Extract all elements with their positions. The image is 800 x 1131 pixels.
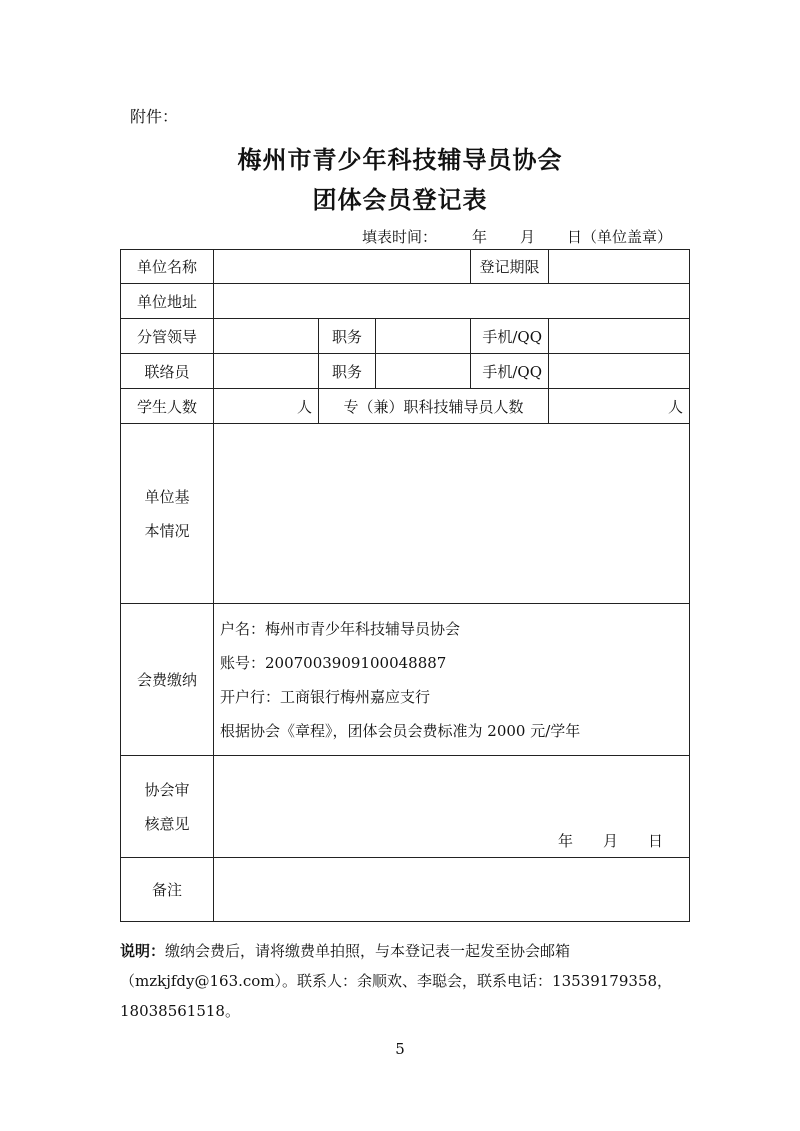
basic-info-label-line2: 本情况 (144, 521, 190, 540)
tutors-unit: 人 (668, 397, 684, 416)
review-date: 年 月 日 (558, 832, 664, 850)
fill-date-day: 日（单位盖章） (567, 228, 673, 246)
contact-phone-label: 手机/QQ (471, 354, 549, 389)
row-contact (121, 354, 690, 389)
contact-phone-field[interactable] (549, 354, 690, 389)
contact-field[interactable] (214, 354, 319, 389)
fill-date-label: 填表时间： (362, 228, 438, 246)
tutors-field[interactable] (549, 389, 690, 424)
tutors-label: 专（兼）职科技辅导员人数 (319, 389, 549, 424)
row-remarks (121, 858, 690, 922)
students-unit: 人 (296, 397, 312, 416)
leader-position-field[interactable] (376, 319, 471, 354)
unit-name-field[interactable] (214, 250, 471, 284)
document-subtitle: 团体会员登记表 (312, 185, 488, 214)
reg-period-label: 登记期限 (471, 250, 549, 284)
unit-name-label: 单位名称 (121, 250, 214, 284)
attachment-label: 附件： (130, 107, 179, 126)
unit-address-label: 单位地址 (121, 284, 214, 319)
row-basic-info (121, 424, 690, 604)
note-paragraph (120, 936, 690, 1026)
contact-position-field[interactable] (376, 354, 471, 389)
fee-details (214, 604, 690, 756)
leader-phone-field[interactable] (549, 319, 690, 354)
review-field[interactable] (214, 756, 690, 858)
unit-address-field[interactable] (214, 284, 690, 319)
basic-info-field[interactable] (214, 424, 690, 604)
remarks-field[interactable] (214, 858, 690, 922)
students-label: 学生人数 (121, 389, 214, 424)
contact-position-label: 职务 (319, 354, 376, 389)
fill-date-year: 年 (472, 228, 488, 246)
note-label: 说明： (120, 942, 166, 960)
leader-position-label: 职务 (319, 319, 376, 354)
registration-form (120, 249, 690, 922)
review-label-line1: 协会审 (144, 780, 190, 799)
fee-account-name: 户名：梅州市青少年科技辅导员协会 (220, 619, 461, 638)
document-title: 梅州市青少年科技辅导员协会 (237, 145, 563, 174)
fee-bank: 开户行：工商银行梅州嘉应支行 (220, 687, 431, 706)
row-unit-address (121, 284, 690, 319)
page-number: 5 (395, 1040, 405, 1058)
reg-period-field[interactable] (549, 250, 690, 284)
contact-label: 联络员 (121, 354, 214, 389)
review-label-line2: 核意见 (144, 814, 190, 833)
leader-label: 分管领导 (121, 319, 214, 354)
note-text: 缴纳会费后，请将缴费单拍照，与本登记表一起发至协会邮箱（mzkjfdy@163.com）。联系人：余顺欢、李聪会，联系电话：13539179358，18038561518。 (120, 942, 673, 1020)
basic-info-label-line1: 单位基 (144, 487, 190, 506)
row-unit-name (121, 250, 690, 284)
fee-label: 会费缴纳 (121, 604, 214, 756)
basic-info-label (121, 424, 214, 604)
row-review (121, 756, 690, 858)
students-field[interactable] (214, 389, 319, 424)
fill-date-month: 月 (520, 228, 536, 246)
leader-field[interactable] (214, 319, 319, 354)
remarks-label: 备注 (121, 858, 214, 922)
row-fee (121, 604, 690, 756)
fee-standard: 根据协会《章程》，团体会员会费标准为 2000 元/学年 (220, 721, 581, 740)
row-leader (121, 319, 690, 354)
fee-account-number: 账号：2007003909100048887 (220, 653, 447, 672)
leader-phone-label: 手机/QQ (471, 319, 549, 354)
review-label (121, 756, 214, 858)
row-counts (121, 389, 690, 424)
